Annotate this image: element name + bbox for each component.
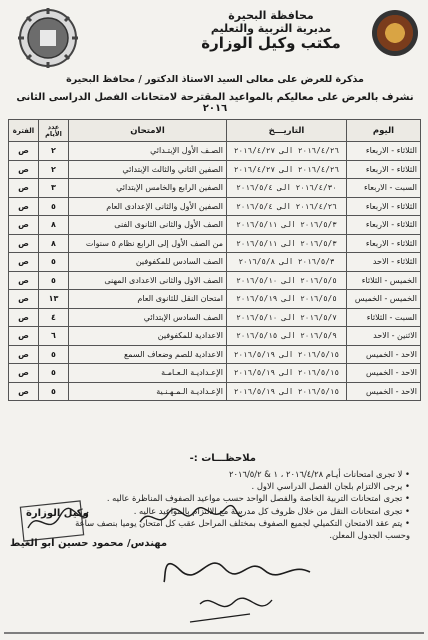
cell-date: ٢٠١٦/٥/٩ الى ٢٠١٦/٥/١٥: [227, 327, 347, 346]
cell-days-count: ٥: [39, 364, 69, 383]
table-row: [9, 364, 421, 383]
cell-days-count: ٥: [39, 382, 69, 401]
table-row: [9, 382, 421, 401]
cell-date: ٢٠١٦/٥/١٥ الى ٢٠١٦/٥/١٩: [227, 345, 347, 364]
cell-day: الثلاثاء - الاربعاء: [347, 142, 421, 161]
cell-exam: الاعدادية للصم وضعاف السمع: [69, 345, 227, 364]
header-date: التاريـــخ: [227, 120, 347, 142]
cell-period: ص: [9, 234, 39, 253]
table-row: [9, 142, 421, 161]
cell-period: ص: [9, 345, 39, 364]
cell-exam: الصف السادس للمكفوفين: [69, 253, 227, 272]
cell-period: ص: [9, 197, 39, 216]
cell-day: الاثنين - الاحد: [347, 327, 421, 346]
cell-date: ٢٠١٦/٥/١٥ الى ٢٠١٦/٥/١٩: [227, 364, 347, 383]
cell-date: ٢٠١٦/٥/٥ الى ٢٠١٦/٥/١٩: [227, 290, 347, 309]
table-row: [9, 179, 421, 198]
cell-day: الخميس - الخميس: [347, 290, 421, 309]
cell-days-count: ٨: [39, 234, 69, 253]
cell-exam: الصفين الأول والثانى الإعدادى العام: [69, 197, 227, 216]
cell-days-count: ٥: [39, 253, 69, 272]
cell-days-count: ٥: [39, 197, 69, 216]
cell-exam: الاعدادية للمكفوفين: [69, 327, 227, 346]
note-item: • يرجى الالتزام بلجان الفصل الدراسي الاول .: [50, 480, 410, 492]
cell-days-count: ٢: [39, 142, 69, 161]
note-item: • يتم عقد الامتحان التكميلي لجميع الصفوف بمختلف المراحل عقب كل امتحان يوميا بنصف ساعة وحسب الجدول المعلن.: [50, 517, 410, 541]
table-row: [9, 234, 421, 253]
cell-days-count: ٨: [39, 216, 69, 235]
letterhead: [0, 6, 428, 72]
cell-period: ص: [9, 364, 39, 383]
cell-day: الثلاثاء - الاربعاء: [347, 216, 421, 235]
cell-period: ص: [9, 142, 39, 161]
deputy-minister-label: وكيل الوزارة: [26, 508, 89, 519]
handwritten-signature-icon: [136, 500, 246, 534]
cell-days-count: ٢: [39, 160, 69, 179]
header-day: اليوم: [347, 120, 421, 142]
cell-exam: الصف الاول والثانى الاعدادى المهنى: [69, 271, 227, 290]
footer-divider: [4, 632, 424, 634]
cell-exam: الإعـداديـة الـمـهـنـية: [69, 382, 227, 401]
governor-signature-icon: [160, 558, 320, 630]
ministry-logo-icon: [372, 10, 418, 56]
exam-schedule-table: [8, 119, 421, 401]
cell-period: ص: [9, 160, 39, 179]
cell-date: ٢٠١٦/٤/٢٦ الى ٢٠١٦/٥/٤: [227, 197, 347, 216]
cell-date: ٢٠١٦/٥/٣ الى ٢٠١٦/٥/٨: [227, 253, 347, 272]
cell-day: الثلاثاء - الاربعاء: [347, 160, 421, 179]
cell-date: ٢٠١٦/٥/٣ الى ٢٠١٦/٥/١١: [227, 216, 347, 235]
cell-period: ص: [9, 216, 39, 235]
cell-days-count: ٣: [39, 179, 69, 198]
cell-days-count: ٦: [39, 327, 69, 346]
cell-date: ٢٠١٦/٤/٢٦ الى ٢٠١٦/٤/٢٧: [227, 142, 347, 161]
directorate-name: مديرية التربية والتعليم: [210, 21, 332, 35]
cell-day: الاحد - الخميس: [347, 364, 421, 383]
cell-day: الاحد - الخميس: [347, 382, 421, 401]
cell-exam: من الصف الأول إلى الرابع نظام ٥ سنوات: [69, 234, 227, 253]
cell-days-count: ٥: [39, 345, 69, 364]
table-row: [9, 345, 421, 364]
table-row: [9, 327, 421, 346]
table-row: [9, 160, 421, 179]
header-period: الفترة: [9, 120, 39, 142]
office-name: مكتب وكيل الوزارة: [201, 34, 341, 53]
cell-day: الاحد - الخميس: [347, 345, 421, 364]
cell-date: ٢٠١٦/٥/١٥ الى ٢٠١٦/٥/١٩: [227, 382, 347, 401]
cell-day: السبت - الثلاثاء: [347, 308, 421, 327]
table-row: [9, 271, 421, 290]
notes-title: ملاحظـــات :-: [189, 453, 256, 464]
cell-day: الخميس - الثلاثاء: [347, 271, 421, 290]
note-item: • لا تجرى امتحانات أيـام ٢٠١٦/٤/٢٨ ، ١ & ٢٠١٦/٥/٢: [50, 468, 410, 480]
cell-date: ٢٠١٦/٤/٢٦ الى ٢٠١٦/٤/٢٧: [227, 160, 347, 179]
table-row: [9, 253, 421, 272]
cell-day: الثلاثاء - الاربعاء: [347, 234, 421, 253]
cell-period: ص: [9, 308, 39, 327]
cell-period: ص: [9, 253, 39, 272]
cell-exam: الصـف الأول الإبتـدائي: [69, 142, 227, 161]
directorate-seal-icon: [18, 8, 78, 68]
cell-exam: الصفين الرابع والخامس الإبتدائي: [69, 179, 227, 198]
letterhead-text: [186, 10, 356, 53]
cell-period: ص: [9, 382, 39, 401]
cell-exam: امتحان النقل للثانوى العام: [69, 290, 227, 309]
cell-period: ص: [9, 271, 39, 290]
cell-exam: الصفين الثاني والثالث الإبتدائي: [69, 160, 227, 179]
cell-date: ٢٠١٦/٥/٧ الى ٢٠١٦/٥/١٠: [227, 308, 347, 327]
cell-days-count: ٤: [39, 308, 69, 327]
cell-exam: الإعـداديـة الـعـامـة: [69, 364, 227, 383]
cell-period: ص: [9, 179, 39, 198]
cell-exam: الصف السادس الإبتدائي: [69, 308, 227, 327]
engineer-name: مهندس/ محمود حسين ابو الغيط: [10, 538, 168, 549]
cell-exam: الصف الأول والثانى الثانوى الفنى: [69, 216, 227, 235]
cell-date: ٢٠١٦/٥/٥ الى ٢٠١٦/٥/١٠: [227, 271, 347, 290]
cell-period: ص: [9, 290, 39, 309]
cell-days-count: ١٣: [39, 290, 69, 309]
memo-title: مذكرة للعرض على معالى السيد الاستاذ الدكتور / محافظ البحيرة: [66, 74, 364, 85]
header-exam: الامتحان: [69, 120, 227, 142]
cell-date: ٢٠١٦/٤/٣٠ الى ٢٠١٦/٥/٤: [227, 179, 347, 198]
table-row: [9, 197, 421, 216]
table-row: [9, 308, 421, 327]
cell-day: الثلاثاء - الاربعاء: [347, 197, 421, 216]
cell-date: ٢٠١٦/٥/٣ الى ٢٠١٦/٥/١١: [227, 234, 347, 253]
note-item: • تجرى امتحانات النقل من خلال ظروف كل مدرسة مع الالتزام بالمواعيد عاليه .: [50, 505, 410, 517]
cell-days-count: ٥: [39, 271, 69, 290]
cell-day: الثلاثاء - الاحد: [347, 253, 421, 272]
table-row: [9, 290, 421, 309]
header-days-count: عدد الأيام: [39, 120, 69, 142]
note-item: • تجرى امتحانات التربية الخاصة والفصل الواحد حسب مواعيد الصفوف المناظرة عاليه .: [50, 492, 410, 504]
table-header-row: [9, 120, 421, 142]
cell-day: السبت - الاربعاء: [347, 179, 421, 198]
cell-period: ص: [9, 327, 39, 346]
memo-subtitle: نشرف بالعرض على معاليكم بالمواعيد المقترحة لامتحانات الفصل الدراسى الثانى ٢٠١٦: [16, 92, 414, 114]
table-row: [9, 216, 421, 235]
governorate-name: محافظة البحيرة: [228, 9, 314, 22]
